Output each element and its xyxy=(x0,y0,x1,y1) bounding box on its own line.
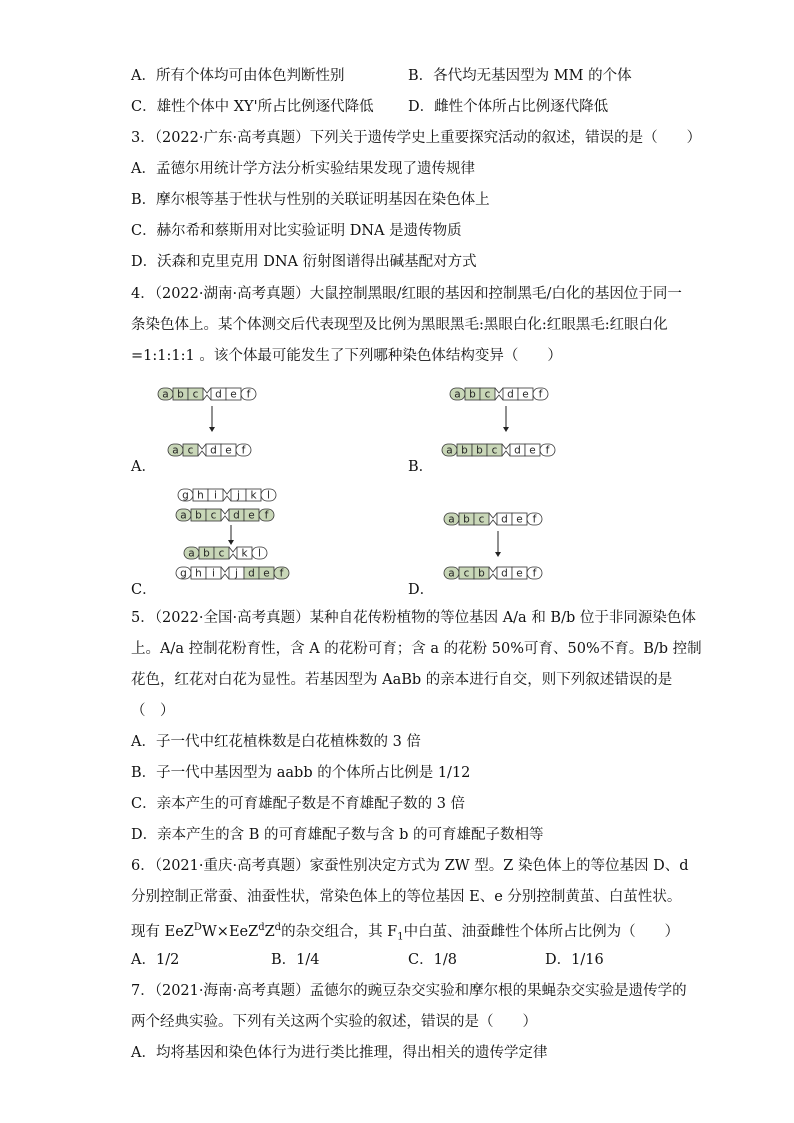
centromere xyxy=(502,444,510,456)
q5-stem-line1: 5．（2022·全国·高考真题）某种自花传粉植物的等位基因 A/a 和 B/b 位于非同源染色体 xyxy=(131,610,696,626)
gene-label: d xyxy=(507,388,514,401)
gene-label: k xyxy=(241,547,248,560)
centromere xyxy=(223,489,231,501)
gene-label: b xyxy=(478,567,485,580)
q4-option-d-label: D． xyxy=(408,582,435,598)
q6-option-b: B．1/4 xyxy=(271,952,320,968)
gene-label: i xyxy=(212,567,215,580)
q2-option-d: D．雌性个体所占比例逐代降低 xyxy=(408,99,609,115)
figure-c xyxy=(168,483,318,585)
gene-label: c xyxy=(491,444,498,457)
chromosome-original xyxy=(450,388,548,401)
gene-label: d xyxy=(514,444,521,457)
centromere xyxy=(489,567,497,579)
figure-d xyxy=(436,505,566,585)
q7-stem-line1: 7．（2021·海南·高考真题）孟德尔的豌豆杂交实验和摩尔根的果蝇杂交实验是遗传学的 xyxy=(131,983,687,999)
q6-option-a: A．1/2 xyxy=(131,952,180,968)
gene-label: c xyxy=(192,388,199,401)
gene-label: a xyxy=(448,513,455,526)
gene-label: e xyxy=(522,388,529,401)
gene-label: b xyxy=(463,513,470,526)
q3-stem: 3．（2022·广东·高考真题）下列关于遗传学史上重要探究活动的叙述，错误的是（ ） xyxy=(131,130,702,146)
q5-option-d: D．亲本产生的含 B 的可育雄配子数与含 b 的可育雄配子数相等 xyxy=(131,827,544,843)
q7-stem-line2: 两个经典实验。下列有关这两个实验的叙述，错误的是（ ） xyxy=(131,1014,537,1030)
gene-label: e xyxy=(516,567,523,580)
chromosome-original xyxy=(176,509,274,522)
gene-label: a xyxy=(446,444,453,457)
q3-option-b: B．摩尔根等基于性状与性别的关联证明基因在染色体上 xyxy=(131,192,490,208)
gene-label: e xyxy=(230,388,237,401)
gene-label: c xyxy=(463,567,470,580)
q4-stem-line2: 条染色体上。某个体测交后代表现型及比例为黑眼黑毛:黑眼白化:红眼黑毛:红眼白化 xyxy=(131,317,668,333)
arrow-icon xyxy=(503,427,509,432)
gene-label: e xyxy=(516,513,523,526)
centromere xyxy=(221,509,229,521)
gene-label: e xyxy=(529,444,536,457)
gene-label: f xyxy=(241,444,246,457)
gene-label: l xyxy=(267,489,270,502)
chromosome-duplication xyxy=(442,444,555,457)
gene-label: g xyxy=(182,489,189,502)
gene-label: h xyxy=(197,489,204,502)
arrow-icon xyxy=(495,552,501,557)
gene-label: b xyxy=(177,388,184,401)
chromosome-inversion xyxy=(444,567,542,580)
gene-label: c xyxy=(210,509,217,522)
gene-label: b xyxy=(476,444,483,457)
gene-label: c xyxy=(187,444,194,457)
q7-option-a: A．均将基因和染色体行为进行类比推理，得出相关的遗传学定律 xyxy=(131,1045,548,1061)
gene-label: d xyxy=(215,388,222,401)
q5-option-b: B．子一代中基因型为 aabb 的个体所占比例是 1/12 xyxy=(131,765,471,781)
gene-label: d xyxy=(501,513,508,526)
q4-option-b-label: B． xyxy=(408,459,434,475)
centromere xyxy=(198,444,206,456)
q3-option-c: C．赫尔希和蔡斯用对比实验证明 DNA 是遗传物质 xyxy=(131,223,462,239)
gene-label: f xyxy=(532,513,537,526)
gene-label: h xyxy=(195,567,202,580)
q6-stem-line1: 6．（2021·重庆·高考真题）家蚕性别决定方式为 ZW 型。Z 染色体上的等位基因 D、d xyxy=(131,858,689,874)
gene-label: j xyxy=(235,567,238,580)
gene-label: d xyxy=(501,567,508,580)
q6-stem-line3: 现有 $EeZ^DW\times EeZ^dZ^d$的杂交组合，其 $F_1$中白茧、油蚕雌性个体所占比例为（ ） xyxy=(131,922,680,943)
gene-label: f xyxy=(532,567,537,580)
gene-label: a xyxy=(172,444,179,457)
chromosome-translocation-1 xyxy=(184,547,267,560)
gene-label: f xyxy=(246,388,251,401)
arrow-icon xyxy=(209,427,215,432)
gene-label: e xyxy=(263,567,270,580)
q2-option-c: C．雄性个体中 XY'所占比例逐代降低 xyxy=(131,99,374,115)
q6-stem-line2: 分别控制正常蚕、油蚕性状，常染色体上的等位基因 E、e 分别控制黄茧、白茧性状。 xyxy=(131,889,682,905)
gene-label: a xyxy=(188,547,195,560)
chromosome-original xyxy=(158,388,256,401)
chromosome-deletion xyxy=(168,444,251,457)
gene-label: a xyxy=(448,567,455,580)
q5-stem-line4: （ ） xyxy=(131,703,175,719)
gene-label: e xyxy=(248,509,255,522)
gene-label: c xyxy=(478,513,485,526)
centromere xyxy=(203,388,211,400)
gene-label: a xyxy=(180,509,187,522)
gene-label: a xyxy=(162,388,169,401)
chromosome-nonhomologous xyxy=(178,489,276,502)
q3-option-d: D．沃森和克里克用 DNA 衍射图谱得出碱基配对方式 xyxy=(131,254,477,270)
chromosome-translocation-2 xyxy=(176,567,289,580)
figure-b xyxy=(440,380,590,470)
gene-label: k xyxy=(250,489,257,502)
arrow-icon xyxy=(228,540,234,545)
gene-label: i xyxy=(214,489,217,502)
gene-label: b xyxy=(203,547,210,560)
gene-label: d xyxy=(248,567,255,580)
q6-option-d: D．1/16 xyxy=(545,952,604,968)
q2-option-a: A．所有个体均可由体色判断性别 xyxy=(131,68,345,84)
q4-stem-line3: =1:1:1:1 。该个体最可能发生了下列哪种染色体结构变异（ ） xyxy=(131,348,562,364)
gene-label: f xyxy=(264,509,269,522)
gene-label: a xyxy=(454,388,461,401)
gene-label: e xyxy=(225,444,232,457)
gene-label: f xyxy=(545,444,550,457)
gene-label: c xyxy=(218,547,225,560)
q6-option-c: C．1/8 xyxy=(408,952,457,968)
gene-label: b xyxy=(195,509,202,522)
gene-label: b xyxy=(469,388,476,401)
q5-option-c: C．亲本产生的可育雄配子数是不育雄配子数的 3 倍 xyxy=(131,796,466,812)
q5-stem-line2: 上。A/a 控制花粉育性，含 A 的花粉可育；含 a 的花粉 50%可育、50%不育。B/b 控制 xyxy=(131,641,702,657)
centromere xyxy=(229,547,237,559)
figure-a xyxy=(150,380,280,470)
gene-label: b xyxy=(461,444,468,457)
gene-label: d xyxy=(233,509,240,522)
gene-label: f xyxy=(538,388,543,401)
gene-label: g xyxy=(180,567,187,580)
chromosome-original xyxy=(444,513,542,526)
centromere xyxy=(221,567,229,579)
gene-label: d xyxy=(210,444,217,457)
centromere xyxy=(489,513,497,525)
gene-label: f xyxy=(279,567,284,580)
centromere xyxy=(495,388,503,400)
q2-option-b: B．各代均无基因型为 MM 的个体 xyxy=(408,68,632,84)
q4-stem-line1: 4．（2022·湖南·高考真题）大鼠控制黑眼/红眼的基因和控制黑毛/白化的基因位于同一 xyxy=(131,286,682,302)
gene-label: l xyxy=(258,547,261,560)
q4-option-a-label: A． xyxy=(131,459,156,475)
q3-option-a: A．孟德尔用统计学方法分析实验结果发现了遗传规律 xyxy=(131,161,475,177)
q5-stem-line3: 花色，红花对白花为显性。若基因型为 AaBb 的亲本进行自交，则下列叙述错误的是 xyxy=(131,672,673,688)
gene-label: c xyxy=(484,388,491,401)
gene-label: j xyxy=(237,489,240,502)
q4-option-c-label: C． xyxy=(131,582,157,598)
q5-option-a: A．子一代中红花植株数是白花植株数的 3 倍 xyxy=(131,734,421,750)
